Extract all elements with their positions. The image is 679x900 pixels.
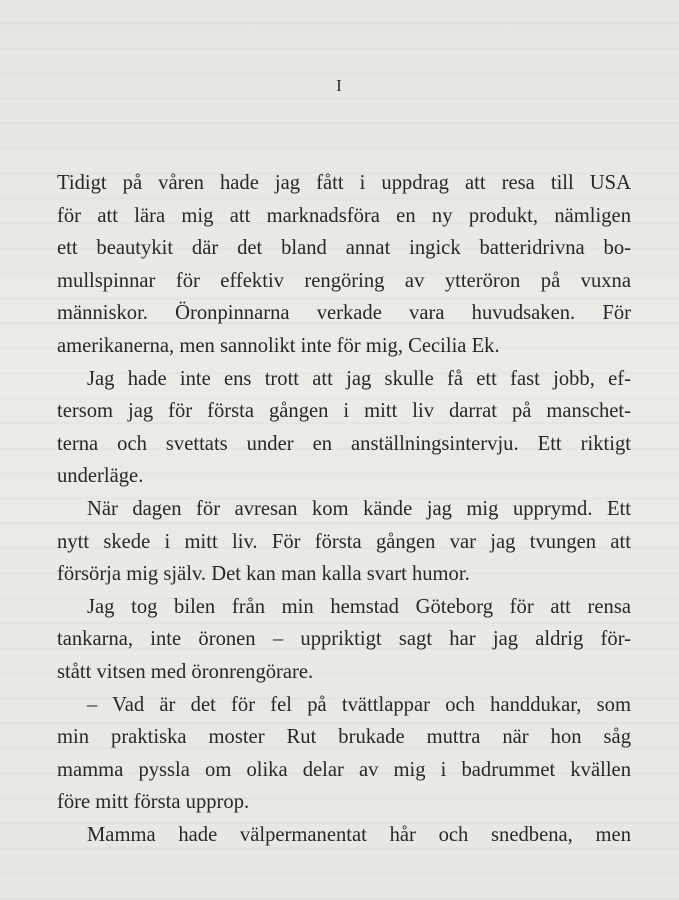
text-line: stått vitsen med öronrengörare. (57, 660, 314, 683)
text-line: försörja mig själv. Det kan man kalla svart humor. (57, 563, 470, 586)
page-number: I (336, 76, 343, 95)
text-line: Jag tog bilen från min hemstad Göteborg för att rensa (87, 595, 631, 618)
text-line: före mitt första upprop. (57, 791, 250, 814)
text-line: människor. Öronpinnarna verkade vara huvudsaken. För (57, 302, 631, 325)
text-line: När dagen för avresan kom kände jag mig upprymd. Ett (87, 497, 631, 520)
text-line: ett beautykit där det bland annat ingick batteridrivna bo- (57, 237, 631, 260)
text-line: mamma pyssla om olika delar av mig i badrummet kvällen (57, 758, 631, 781)
text-line: Tidigt på våren hade jag fått i uppdrag att resa till USA (57, 172, 631, 194)
body-text (57, 167, 631, 851)
text-line: min praktiska moster Rut brukade muttra när hon såg (57, 726, 631, 749)
text-line: underläge. (57, 465, 144, 488)
text-line: tankarna, inte öronen – uppriktigt sagt har jag aldrig för- (57, 628, 631, 651)
text-line: nytt skede i mitt liv. För första gången var jag tvungen att (57, 530, 631, 553)
text-line: tersom jag för första gången i mitt liv darrat på manschet- (57, 400, 631, 423)
text-line: – Vad är det för fel på tvättlappar och handdukar, som (87, 693, 631, 716)
text-line: terna och svettats under en anställningsintervju. Ett riktigt (57, 432, 631, 455)
text-line: mullspinnar för effektiv rengöring av ytteröron på vuxna (57, 269, 631, 292)
text-line: för att lära mig att marknadsföra en ny produkt, nämligen (57, 204, 631, 227)
text-line: amerikanerna, men sannolikt inte för mig, Cecilia Ek. (57, 334, 500, 357)
text-line: Jag hade inte ens trott att jag skulle få ett fast jobb, ef- (87, 367, 631, 390)
text-line: Mamma hade välpermanentat hår och snedbena, men (87, 823, 631, 846)
